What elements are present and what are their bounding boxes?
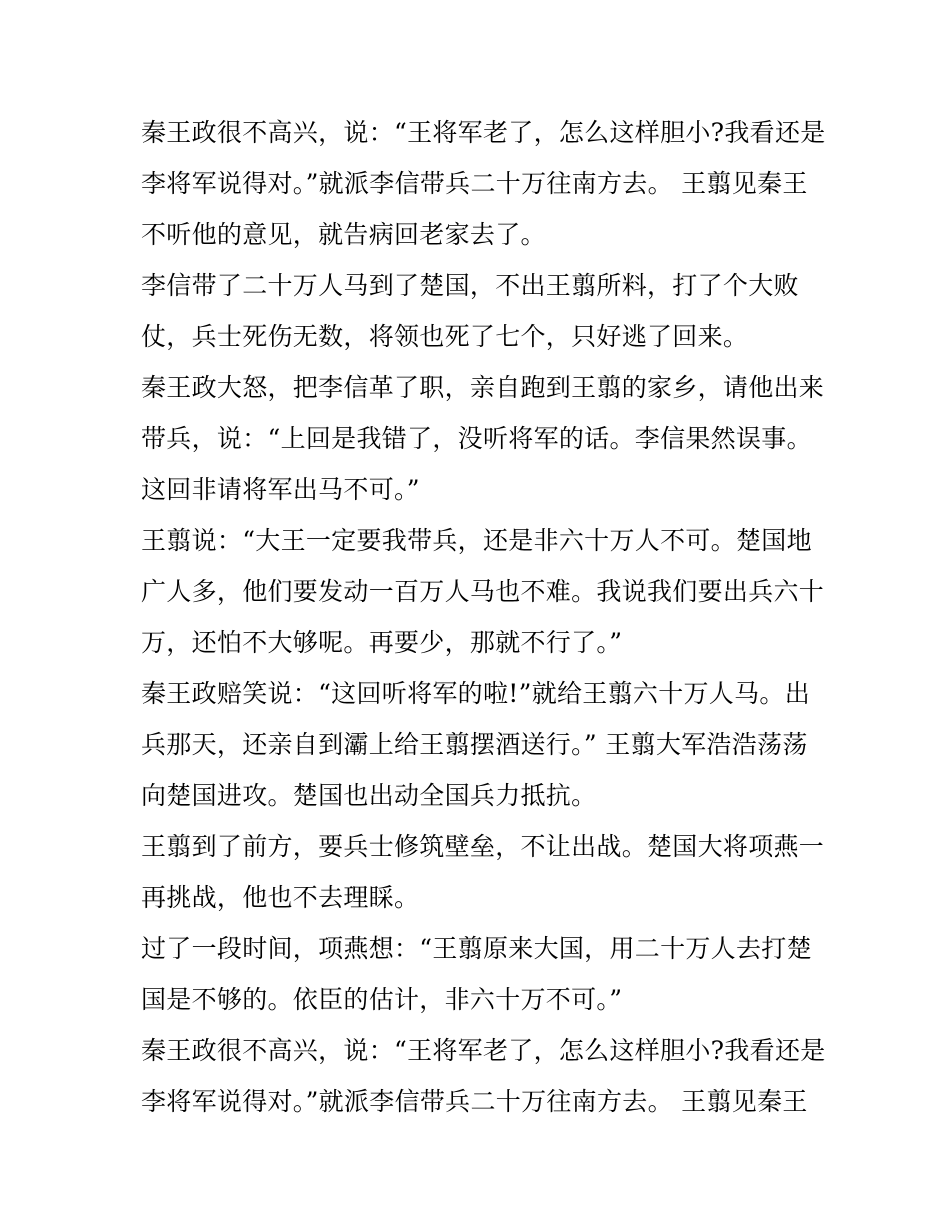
text-line: 王翦说：“大王一定要我带兵，还是非六十万人不可。楚国地 — [141, 526, 812, 555]
text-line: 秦王政大怒，把李信革了职，亲自跑到王翦的家乡，请他出来 — [141, 373, 825, 402]
body-text — [141, 107, 831, 1127]
text-line: 再挑战，他也不去理睬。 — [141, 883, 420, 912]
text-line: 李信带了二十万人马到了楚国，不出王翦所料，打了个大败 — [141, 271, 799, 300]
text-line: 李将军说得对。”就派李信带兵二十万往南方去。 王翦见秦王 — [141, 169, 808, 198]
text-line: 王翦到了前方，要兵士修筑壁垒，不让出战。楚国大将项燕一 — [141, 832, 825, 861]
text-line: 广人多，他们要发动一百万人马也不难。我说我们要出兵六十 — [141, 577, 825, 606]
text-line: 秦王政很不高兴，说：“王将军老了，怎么这样胆小?我看还是 — [141, 1036, 826, 1065]
text-line: 李将军说得对。”就派李信带兵二十万往南方去。 王翦见秦王 — [141, 1087, 808, 1116]
text-line: 秦王政赔笑说：“这回听将军的啦!”就给王翦六十万人马。出 — [141, 679, 811, 708]
text-line: 万，还怕不大够呢。再要少，那就不行了。” — [141, 628, 623, 657]
text-line: 秦王政很不高兴，说：“王将军老了，怎么这样胆小?我看还是 — [141, 118, 826, 147]
text-line: 仗，兵士死伤无数，将领也死了七个，只好逃了回来。 — [141, 322, 749, 351]
text-line: 向楚国进攻。楚国也出动全国兵力抵抗。 — [141, 781, 597, 810]
text-line: 过了一段时间，项燕想：“王翦原来大国，用二十万人去打楚 — [141, 934, 812, 963]
text-line: 带兵，说：“上回是我错了，没听将军的话。李信果然误事。 — [141, 424, 812, 453]
text-line: 不听他的意见，就告病回老家去了。 — [141, 220, 546, 249]
text-line: 这回非请将军出马不可。” — [141, 475, 420, 504]
text-line: 兵那天，还亲自到灞上给王翦摆酒送行。” 王翦大军浩浩荡荡 — [141, 730, 808, 759]
text-line: 国是不够的。依臣的估计，非六十万不可。” — [141, 985, 623, 1014]
